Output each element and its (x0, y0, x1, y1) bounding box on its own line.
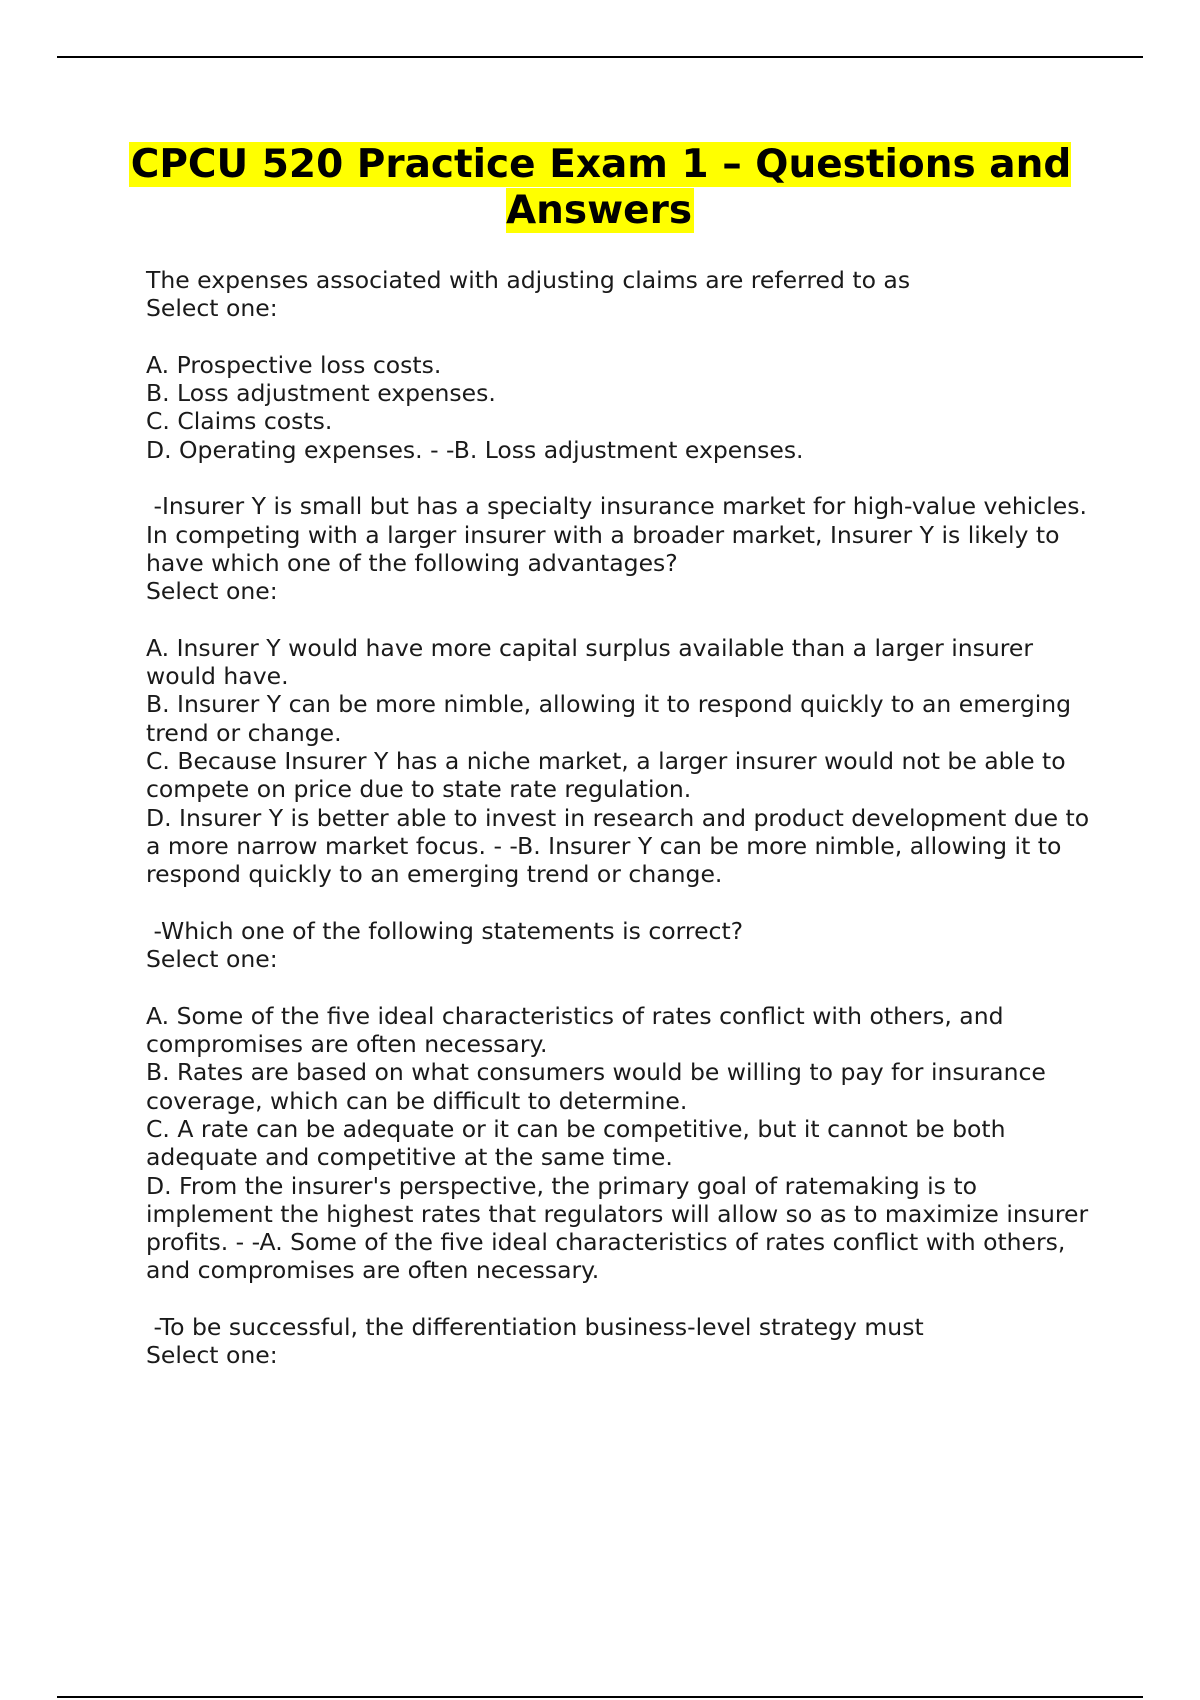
answer-option: C. Claims costs. (146, 407, 333, 436)
select-one-label: Select one: (146, 294, 278, 323)
question-prompt: -Which one of the following statements is correct? (146, 916, 744, 945)
question-2 (146, 492, 1096, 888)
answer-option: A. Prospective loss costs. (146, 350, 442, 379)
select-one-label: Select one: (146, 1341, 278, 1370)
question-prompt: -To be successful, the differentiation business-level strategy must (146, 1312, 924, 1341)
document-title (100, 142, 1100, 234)
answer-option: C. Because Insurer Y has a niche market, a larger insurer would not be able to compete on price due to state rate regulation. (146, 747, 1066, 804)
top-rule (57, 56, 1143, 58)
select-one-label: Select one: (146, 577, 278, 606)
document-body (146, 266, 1096, 1398)
answer-option: A. Some of the five ideal characteristics of rates conflict with others, and compromises are often necessary. (146, 1001, 1004, 1059)
question-4 (146, 1313, 1096, 1370)
select-one-label: Select one: (146, 945, 278, 974)
answer-option: D. From the insurer's perspective, the primary goal of ratemaking is to implement the highest rates that regulators will allow so as to maximize insurer profits. - -A. Some of the five ideal characteristics of rates conflict with others, and compromises are often necessary. (146, 1171, 1089, 1285)
question-prompt: The expenses associated with adjusting claims are referred to as (146, 266, 911, 294)
answer-option: B. Insurer Y can be more nimble, allowing it to respond quickly to an emerging trend or change. (146, 690, 1072, 747)
answer-option: D. Insurer Y is better able to invest in research and product development due to a more narrow market focus. - -B. Insurer Y can be more nimble, allowing it to respond quickly to an emerging trend or change. (146, 803, 1090, 889)
question-3 (146, 917, 1096, 1285)
answer-option: C. A rate can be adequate or it can be competitive, but it cannot be both adequate and competitive at the same time. (146, 1114, 1006, 1172)
answer-option: B. Rates are based on what consumers would be willing to pay for insurance coverage, which can be difficult to determine. (146, 1058, 1046, 1115)
bottom-rule (57, 1696, 1143, 1698)
answer-option: D. Operating expenses. - -B. Loss adjustment expenses. (146, 435, 804, 464)
question-prompt: -Insurer Y is small but has a specialty insurance market for high-value vehicles. In competing with a larger insurer with a broader market, Insurer Y is likely to have which one of the following advantages? (146, 492, 1095, 577)
question-1 (146, 266, 1096, 464)
highlighted-title-text: CPCU 520 Practice Exam 1 – Questions and Answers (130, 142, 1072, 233)
answer-option: B. Loss adjustment expenses. (146, 379, 496, 408)
answer-option: A. Insurer Y would have more capital surplus available than a larger insurer would have. (146, 633, 1034, 691)
